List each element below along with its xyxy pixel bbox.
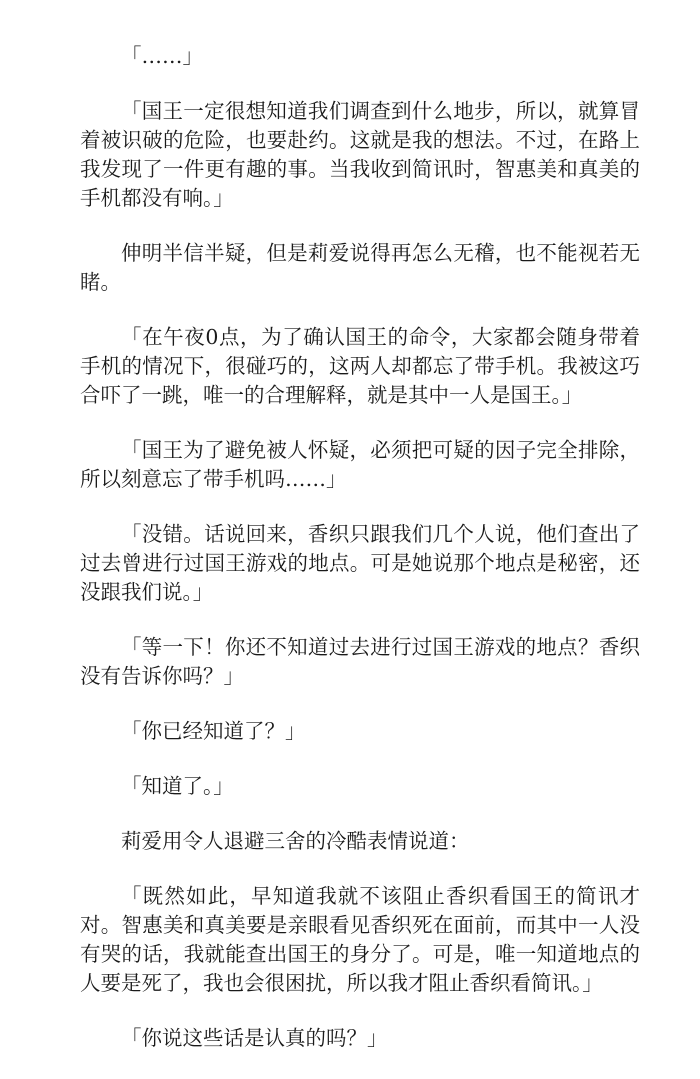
paragraph: 「等一下！你还不知道过去进行过国王游戏的地点？香织没有告诉你吗？」 <box>80 635 640 688</box>
paragraph: 「没错。话说回来，香织只跟我们几个人说，他们查出了过去曾进行过国王游戏的地点。可是她说那个地点是秘密，还没跟我们说。」 <box>80 522 640 604</box>
paragraph: 「国王一定很想知道我们调查到什么地步，所以，就算冒着被识破的危险，也要赴约。这就是我的想法。不过，在路上我发现了一件更有趣的事。当我收到简讯时，智惠美和真美的手机都没有响。」 <box>80 99 640 210</box>
paragraph: 伸明半信半疑，但是莉爱说得再怎么无稽，也不能视若无睹。 <box>80 241 640 294</box>
book-page <box>80 42 640 1079</box>
paragraph: 「国王为了避免被人怀疑，必须把可疑的因子完全排除，所以刻意忘了带手机吗……」 <box>80 438 640 491</box>
paragraph: 莉爱用令人退避三舍的冷酷表情说道： <box>121 829 470 853</box>
paragraph: 「知道了。」 <box>121 774 234 798</box>
paragraph: 「……」 <box>121 44 203 68</box>
paragraph: 「你说这些话是认真的吗？」 <box>121 1026 388 1050</box>
paragraph: 「在午夜0点，为了确认国王的命令，大家都会随身带着手机的情况下，很碰巧的，这两人却都忘了带手机。我被这巧合吓了一跳，唯一的合理解释，就是其中一人是国王。」 <box>80 325 640 407</box>
paragraph: 「既然如此，早知道我就不该阻止香织看国王的简讯才对。智惠美和真美要是亲眼看见香织死在面前，而其中一人没有哭的话，我就能查出国王的身分了。可是，唯一知道地点的人要是死了，我也会很困扰，所以我才阻止香织看简讯。」 <box>80 884 640 995</box>
paragraph: 「你已经知道了？」 <box>121 719 306 743</box>
